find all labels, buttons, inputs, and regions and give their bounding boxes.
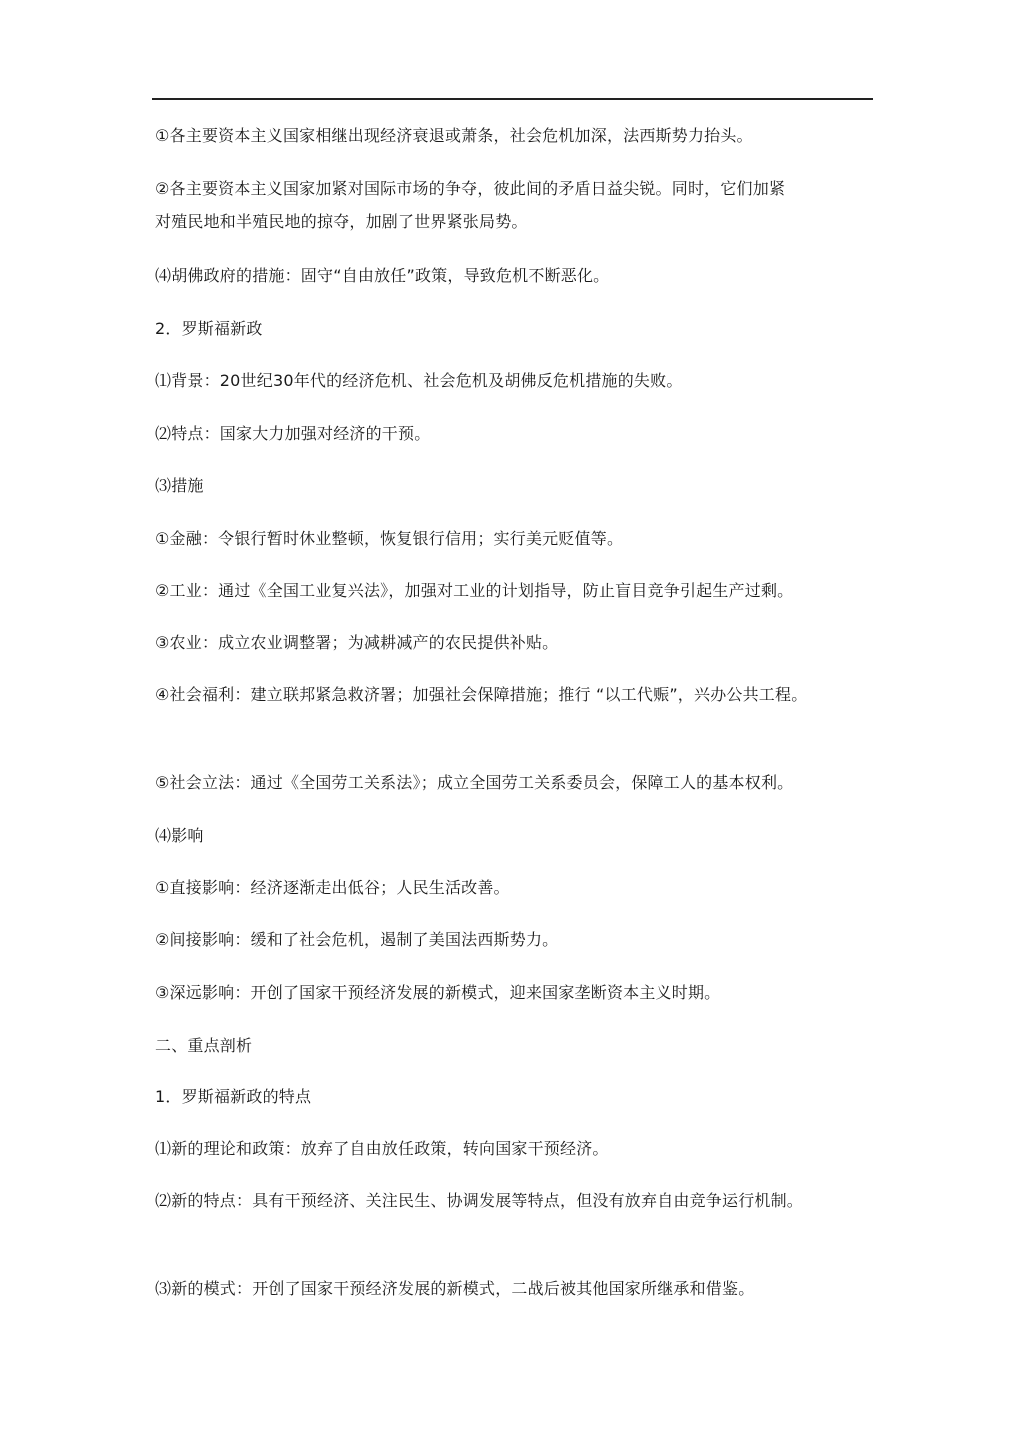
- text-line: ③深远影响：开创了国家干预经济发展的新模式，迎来国家垄断资本主义时期。: [155, 983, 721, 1002]
- subsection-heading: ⑶措施: [155, 476, 204, 495]
- header-rule: [152, 98, 873, 100]
- text-line: ②间接影响：缓和了社会危机，遏制了美国法西斯势力。: [155, 930, 559, 949]
- subsection-heading: ⑷影响: [155, 826, 204, 845]
- text-line: ⑴新的理论和政策：放弃了自由放任政策，转向国家干预经济。: [155, 1139, 609, 1158]
- section-heading: 2．罗斯福新政: [155, 319, 263, 338]
- text-line: ②工业：通过《全国工业复兴法》，加强对工业的计划指导，防止盲目竞争引起生产过剩。: [155, 581, 794, 600]
- text-line: ②各主要资本主义国家加紧对国际市场的争夺，彼此间的矛盾日益尖锐。同时，它们加紧: [155, 179, 786, 198]
- text-line: ⑶新的模式：开创了国家干预经济发展的新模式，二战后被其他国家所继承和借鉴。: [155, 1279, 755, 1298]
- text-line: ①金融：令银行暂时休业整顿，恢复银行信用；实行美元贬值等。: [155, 529, 624, 548]
- section-heading: 二、重点剖析: [155, 1036, 253, 1055]
- section-heading: 1．罗斯福新政的特点: [155, 1087, 312, 1106]
- text-line: ④社会福利：建立联邦紧急救济署；加强社会保障措施；推行 “以工代赈”，兴办公共工程。: [155, 685, 808, 704]
- text-line: 对殖民地和半殖民地的掠夺，加剧了世界紧张局势。: [155, 212, 528, 231]
- text-line: ⑵特点：国家大力加强对经济的干预。: [155, 424, 431, 443]
- text-line: ③农业：成立农业调整署；为减耕减产的农民提供补贴。: [155, 633, 559, 652]
- text-line: ⑷胡佛政府的措施：固守“自由放任”政策，导致危机不断恶化。: [155, 266, 610, 285]
- text-line: ①各主要资本主义国家相继出现经济衰退或萧条，社会危机加深，法西斯势力抬头。: [155, 126, 753, 145]
- text-line: ①直接影响：经济逐渐走出低谷；人民生活改善。: [155, 878, 510, 897]
- text-line: ⑴背景：20世纪30年代的经济危机、社会危机及胡佛反危机措施的失败。: [155, 371, 683, 390]
- text-line: ⑤社会立法：通过《全国劳工关系法》；成立全国劳工关系委员会，保障工人的基本权利。: [155, 773, 794, 792]
- text-line: ⑵新的特点：具有干预经济、关注民生、协调发展等特点，但没有放弃自由竞争运行机制。: [155, 1191, 804, 1210]
